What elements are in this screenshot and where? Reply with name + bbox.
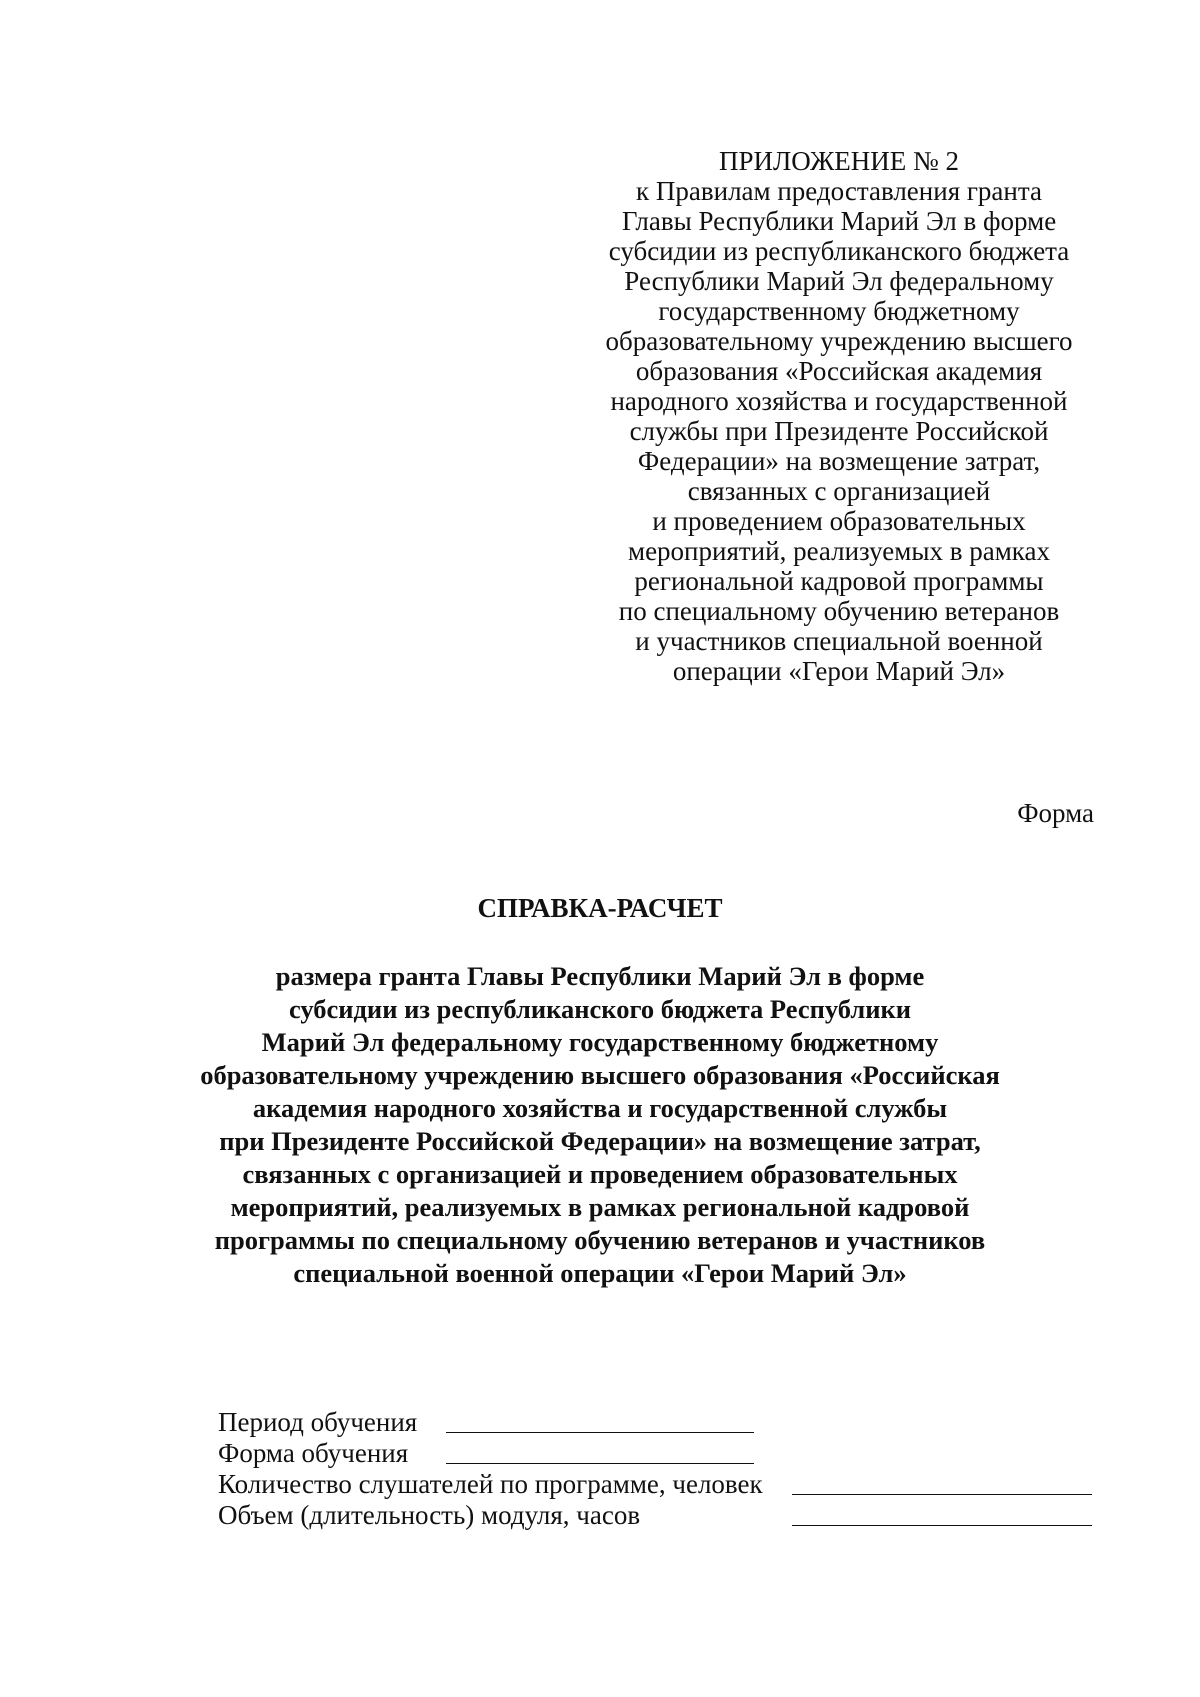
appendix-line: Федерации» на возмещение затрат,: [637, 446, 1041, 476]
appendix-line: субсидии из республиканского бюджета: [608, 236, 1070, 266]
field-training-period: [218, 1407, 1098, 1438]
form-label: Форма: [1017, 798, 1094, 828]
appendix-line: по специальному обучению ветеранов: [618, 596, 1060, 626]
appendix-line: службы при Президенте Российской: [629, 416, 1049, 446]
document-subtitle: [100, 960, 1100, 1290]
appendix-title: ПРИЛОЖЕНИЕ № 2: [718, 146, 960, 176]
appendix-header: [585, 146, 1093, 686]
field-listeners-count: [218, 1469, 1098, 1500]
subtitle-line: при Президенте Российской Федерации» на возмещение затрат,: [219, 1126, 981, 1156]
subtitle-line: академия народного хозяйства и государственной службы: [252, 1093, 948, 1123]
appendix-line: связанных с организацией: [687, 476, 991, 506]
appendix-line: и участников специальной военной: [635, 626, 1043, 656]
field-training-form: [218, 1438, 1098, 1469]
appendix-line: народного хозяйства и государственной: [610, 386, 1068, 416]
appendix-line: операции «Герои Марий Эл»: [672, 656, 1006, 686]
field-module-hours: [218, 1500, 1098, 1531]
form-fields: [218, 1407, 1098, 1531]
field-blank-line[interactable]: [792, 1494, 1092, 1495]
subtitle-line: специальной военной операции «Герои Марий Эл»: [293, 1258, 907, 1288]
appendix-line: и проведением образовательных: [652, 506, 1026, 536]
appendix-line: Республики Марий Эл федеральному: [624, 266, 1054, 296]
appendix-line: образовательному учреждению высшего: [605, 326, 1073, 356]
subtitle-line: связанных с организацией и проведением образовательных: [242, 1159, 958, 1189]
subtitle-line: программы по специальному обучению ветеранов и участников: [214, 1225, 986, 1255]
document-title: СПРАВКА-РАСЧЕТ: [477, 893, 723, 923]
field-label: Объем (длительность) модуля, часов: [218, 1500, 641, 1530]
appendix-line: региональной кадровой программы: [634, 566, 1044, 596]
field-label: Период обучения: [218, 1407, 418, 1437]
field-blank-line[interactable]: [446, 1463, 754, 1464]
field-label: Форма обучения: [218, 1438, 409, 1468]
field-label: Количество слушателей по программе, человек: [218, 1469, 763, 1499]
subtitle-line: субсидии из республиканского бюджета Республики: [288, 994, 912, 1024]
field-blank-line[interactable]: [446, 1432, 754, 1433]
appendix-line: государственному бюджетному: [658, 296, 1020, 326]
subtitle-line: Марий Эл федеральному государственному бюджетному: [261, 1027, 939, 1057]
subtitle-line: мероприятий, реализуемых в рамках региональной кадровой: [230, 1192, 970, 1222]
appendix-line: Главы Республики Марий Эл в форме: [621, 206, 1057, 236]
subtitle-line: размера гранта Главы Республики Марий Эл в форме: [275, 961, 925, 991]
field-blank-line[interactable]: [792, 1525, 1092, 1526]
appendix-line: образования «Российская академия: [635, 356, 1043, 386]
appendix-line: к Правилам предоставления гранта: [636, 176, 1042, 206]
subtitle-line: образовательному учреждению высшего образования «Российская: [200, 1060, 1000, 1090]
appendix-line: мероприятий, реализуемых в рамках: [627, 536, 1050, 566]
